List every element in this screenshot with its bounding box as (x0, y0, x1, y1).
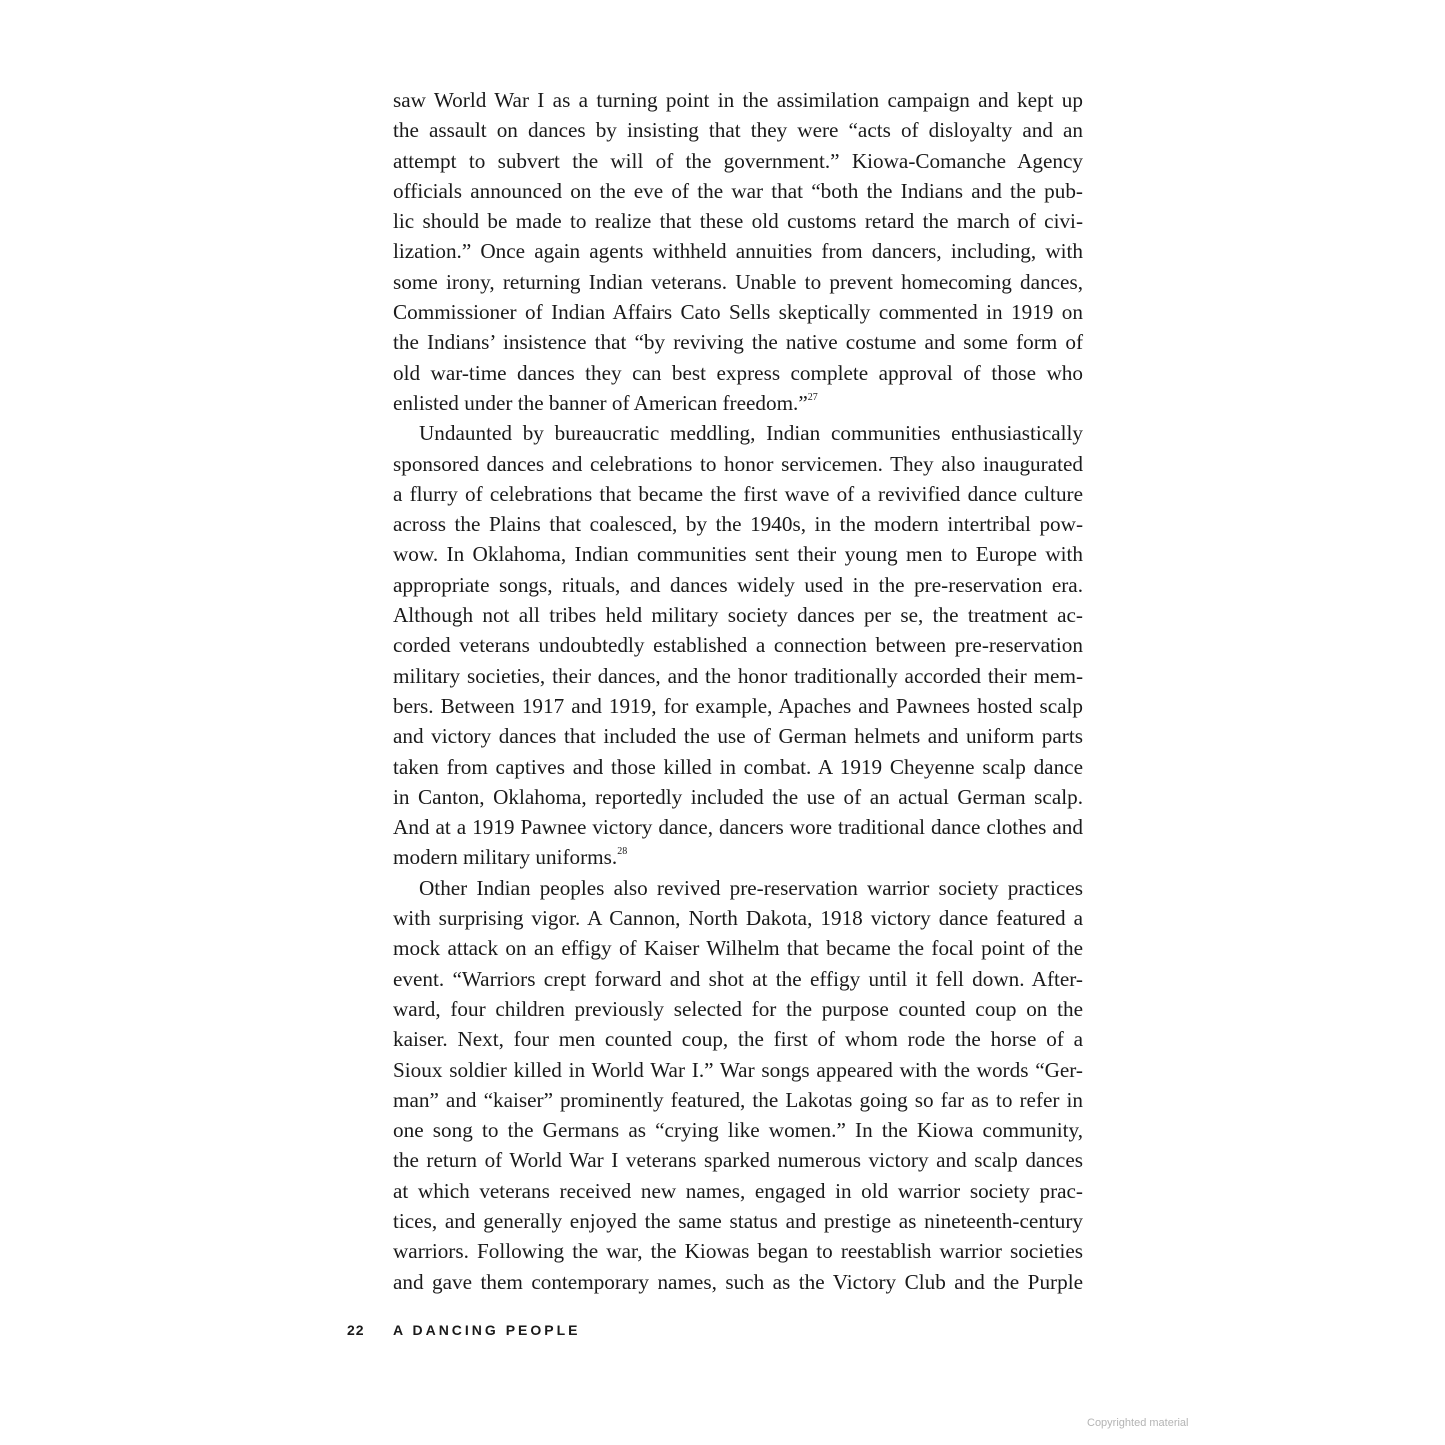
text-line: and victory dances that included the use of German helmets and uniform parts (393, 724, 1083, 749)
text-line: the assault on dances by insisting that they were “acts of disloyalty and an (393, 118, 1083, 143)
running-title: A DANCING PEOPLE (393, 1322, 581, 1338)
line-text: modern military uniforms. (393, 845, 618, 870)
text-line: in Canton, Oklahoma, reportedly included the use of an actual German scalp. (393, 784, 1083, 809)
text-line: event. “Warriors crept forward and shot at the effigy until it fell down. After- (393, 966, 1083, 991)
text-line-indented: Undaunted by bureaucratic meddling, Indian communities enthusiastically (419, 421, 1083, 446)
text-line-indented: Other Indian peoples also revived pre-reservation warrior society practices (419, 875, 1083, 900)
copyright-watermark: Copyrighted material (1087, 1417, 1189, 1429)
text-line: appropriate songs, rituals, and dances widely used in the pre-reservation era. (393, 572, 1083, 597)
text-line: officials announced on the eve of the war that “both the Indians and the pub- (393, 178, 1083, 203)
line-text: enlisted under the banner of American freedom.” (393, 390, 808, 415)
text-line-last (393, 842, 1083, 872)
page-footer (347, 1322, 581, 1338)
text-line: one song to the Germans as “crying like women.” In the Kiowa community, (393, 1118, 1083, 1143)
page-number: 22 (347, 1322, 365, 1338)
text-line: the return of World War I veterans sparked numerous victory and scalp dances (393, 1148, 1083, 1173)
text-line: Sioux soldier killed in World War I.” War songs appeared with the words “Ger- (393, 1057, 1083, 1082)
text-line: across the Plains that coalesced, by the 1940s, in the modern intertribal pow- (393, 512, 1083, 537)
footnote-marker: 28 (617, 846, 628, 858)
body-text (393, 85, 1083, 1297)
text-line: sponsored dances and celebrations to honor servicemen. They also inaugurated (393, 451, 1083, 476)
text-line: lization.” Once again agents withheld annuities from dancers, including, with (393, 239, 1083, 264)
text-line: man” and “kaiser” prominently featured, the Lakotas going so far as to refer in (393, 1087, 1083, 1112)
text-line: old war-time dances they can best express complete approval of those who (393, 360, 1083, 385)
text-line: a flurry of celebrations that became the first wave of a revivified dance culture (393, 481, 1083, 506)
text-line: And at a 1919 Pawnee victory dance, dancers wore traditional dance clothes and (393, 815, 1083, 840)
text-line: with surprising vigor. A Cannon, North Dakota, 1918 victory dance featured a (393, 906, 1083, 931)
paragraph (393, 85, 1083, 418)
text-line: attempt to subvert the will of the government.” Kiowa-Comanche Agency (393, 148, 1083, 173)
text-line: military societies, their dances, and the honor traditionally accorded their mem- (393, 663, 1083, 688)
text-line: kaiser. Next, four men counted coup, the first of whom rode the horse of a (393, 1027, 1083, 1052)
text-line: ward, four children previously selected for the purpose counted coup on the (393, 996, 1083, 1021)
text-line: Commissioner of Indian Affairs Cato Sells skeptically commented in 1919 on (393, 300, 1083, 325)
text-line: warriors. Following the war, the Kiowas began to reestablish warrior societies (393, 1239, 1083, 1264)
paragraph (393, 418, 1083, 872)
text-line-last (393, 388, 1083, 418)
text-line: corded veterans undoubtedly established a connection between pre-reservation (393, 633, 1083, 658)
text-line: mock attack on an effigy of Kaiser Wilhelm that became the focal point of the (393, 936, 1083, 961)
text-line: saw World War I as a turning point in the assimilation campaign and kept up (393, 88, 1083, 112)
footnote-marker: 27 (807, 391, 818, 403)
text-line: Although not all tribes held military society dances per se, the treatment ac- (393, 603, 1083, 628)
paragraph (393, 873, 1083, 1297)
text-line: wow. In Oklahoma, Indian communities sent their young men to Europe with (393, 542, 1083, 567)
text-line: the Indians’ insistence that “by reviving the native costume and some form of (393, 330, 1083, 355)
text-line: at which veterans received new names, engaged in old warrior society prac- (393, 1178, 1083, 1203)
text-line: bers. Between 1917 and 1919, for example, Apaches and Pawnees hosted scalp (393, 693, 1083, 718)
text-line: some irony, returning Indian veterans. Unable to prevent homecoming dances, (393, 269, 1083, 294)
text-line: taken from captives and those killed in combat. A 1919 Cheyenne scalp dance (393, 754, 1083, 779)
text-line: lic should be made to realize that these old customs retard the march of civi- (393, 209, 1083, 234)
text-line: and gave them contemporary names, such as the Victory Club and the Purple (393, 1269, 1083, 1294)
text-line: tices, and generally enjoyed the same status and prestige as nineteenth-century (393, 1208, 1083, 1233)
